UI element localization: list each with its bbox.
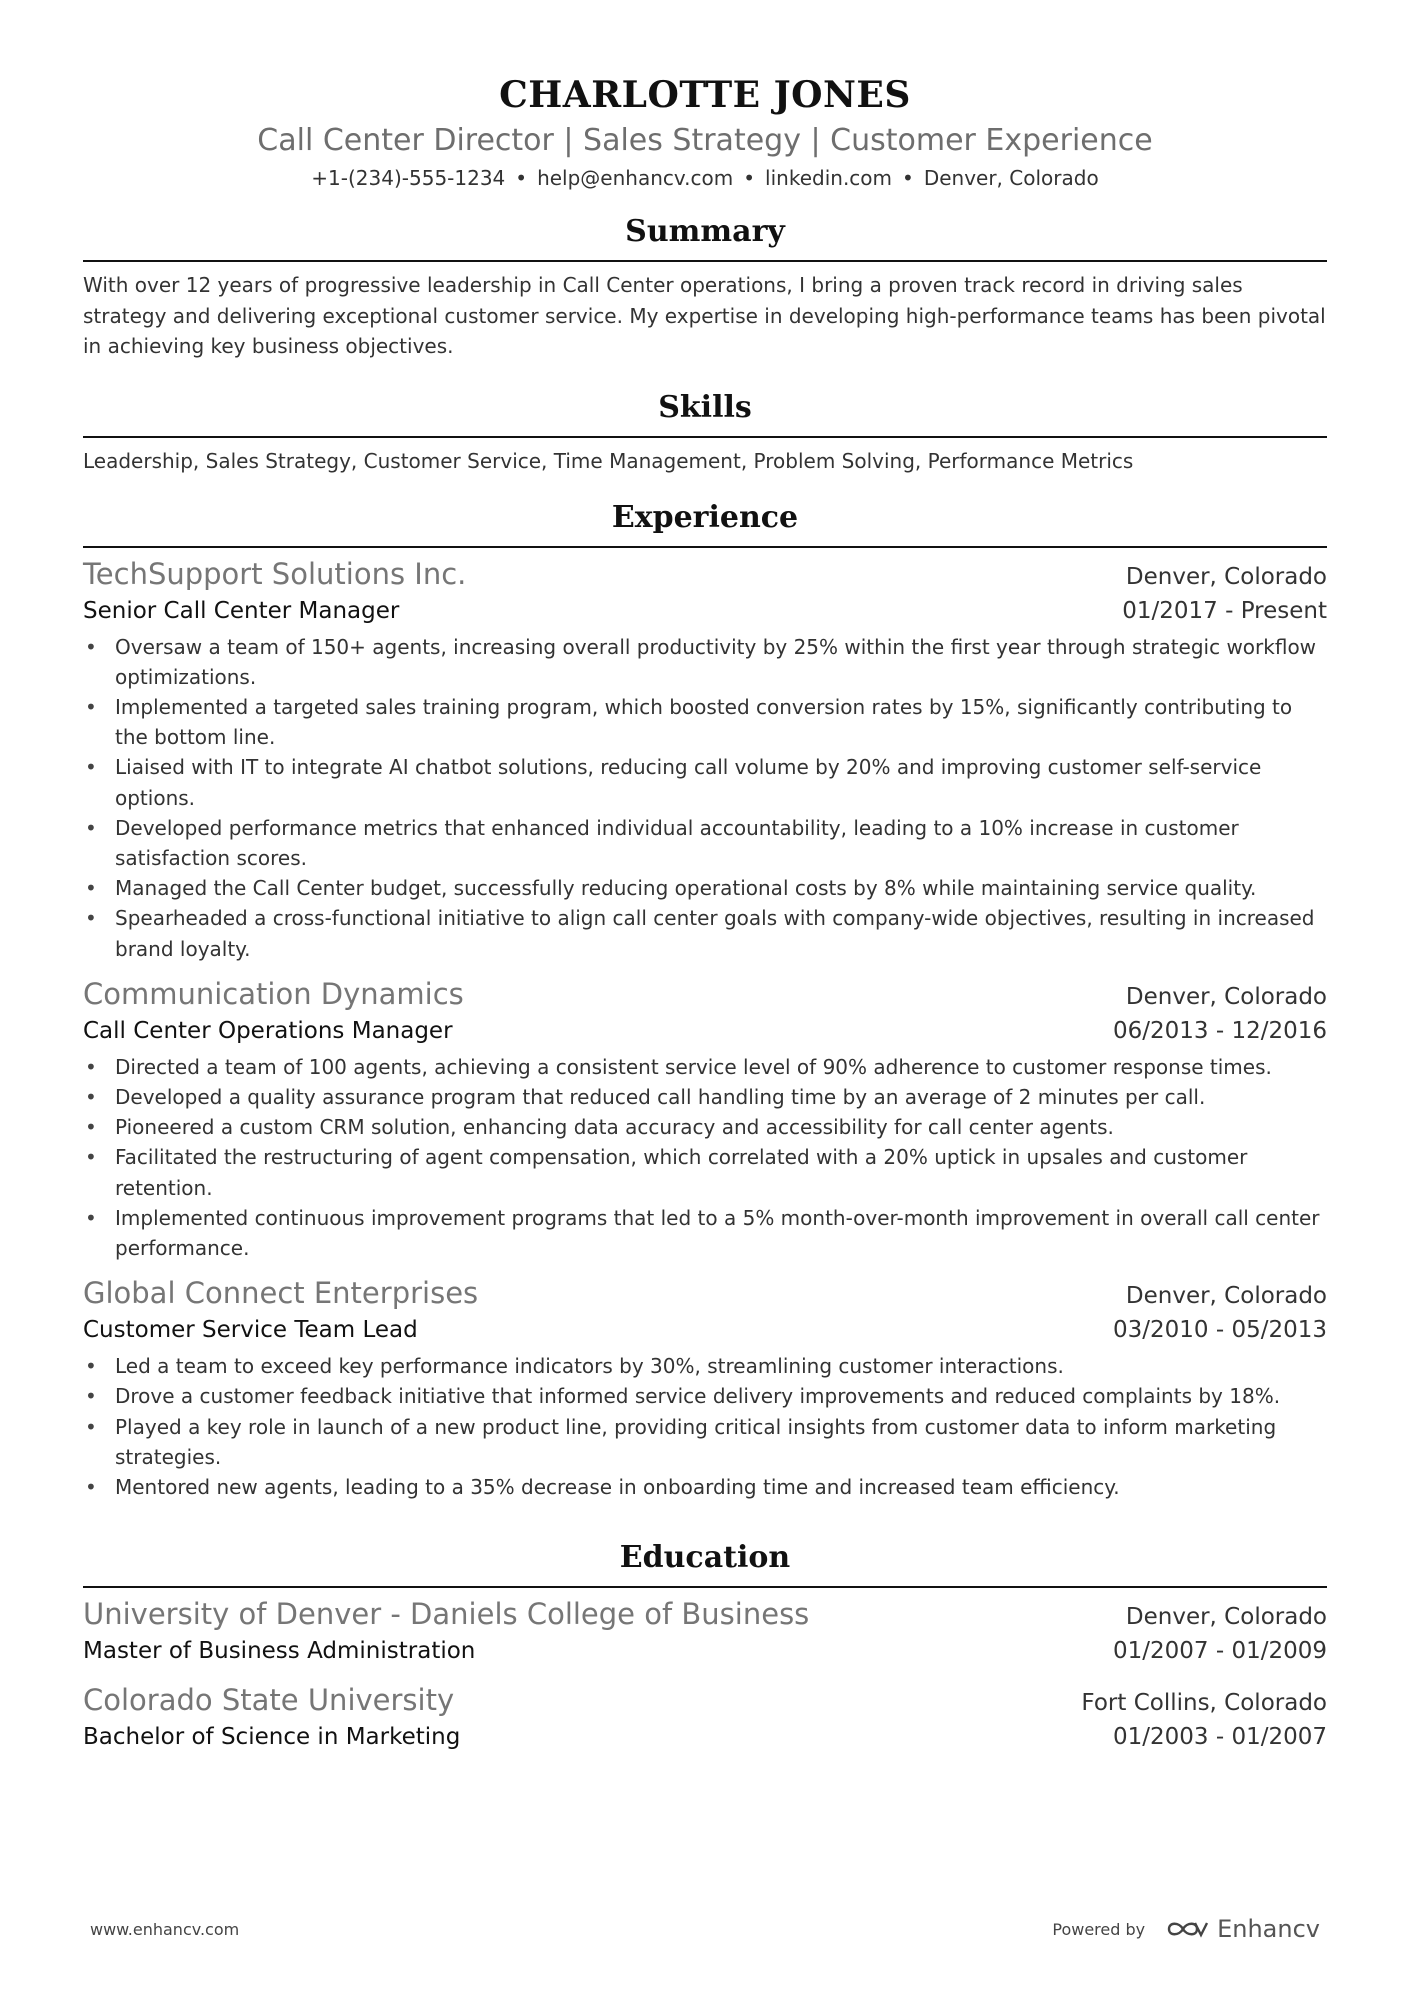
- job-location: Denver, Colorado: [1125, 1283, 1327, 1310]
- education-entry: [83, 1594, 1327, 1668]
- linkedin-link[interactable]: linkedin.com: [765, 166, 893, 190]
- resume-header: [0, 0, 1410, 192]
- achievement-item: • Directed a team of 100 agents, achieving a consistent service level of 90% adherence to customer response times.: [83, 1052, 1327, 1082]
- experience-entry: [83, 1273, 1327, 1502]
- achievement-item: • Implemented a targeted sales training program, which boosted conversion rates by 15%, significantly contributing to the bottom line.: [83, 692, 1327, 752]
- company-name: Global Connect Enterprises: [83, 1276, 479, 1311]
- contact-line: [0, 164, 1410, 192]
- powered-by-label: Powered by: [1052, 1919, 1146, 1939]
- footer-branding: [1052, 1915, 1320, 1943]
- achievement-list: [83, 1052, 1327, 1263]
- education-entry: [83, 1680, 1327, 1754]
- achievement-item: • Led a team to exceed key performance indicators by 30%, streamlining customer interactions.: [83, 1351, 1327, 1381]
- achievement-list: [83, 1351, 1327, 1502]
- achievement-item: • Spearheaded a cross-functional initiative to align call center goals with company-wide objectives, resulting in increased brand loyalty.: [83, 903, 1327, 963]
- separator-dot: •: [902, 166, 914, 190]
- job-title: Call Center Operations Manager: [83, 1017, 453, 1044]
- company-name: Communication Dynamics: [83, 976, 464, 1011]
- achievement-list: [83, 632, 1327, 964]
- education-section: [83, 1538, 1327, 1754]
- job-location: Denver, Colorado: [1125, 563, 1327, 590]
- degree-name: Bachelor of Science in Marketing: [83, 1724, 461, 1751]
- school-name: Colorado State University: [83, 1683, 455, 1718]
- enhancv-logo-icon: [1165, 1917, 1209, 1941]
- education-dates: 01/2007 - 01/2009: [1112, 1638, 1327, 1665]
- enhancv-brand[interactable]: [1165, 1915, 1320, 1943]
- page-footer: [90, 1915, 1320, 1943]
- education-dates: 01/2003 - 01/2007: [1112, 1724, 1327, 1751]
- achievement-item: • Drove a customer feedback initiative that informed service delivery improvements and reduced complaints by 18%.: [83, 1381, 1327, 1411]
- brand-name: Enhancv: [1217, 1915, 1320, 1943]
- section-title-education: Education: [83, 1538, 1327, 1588]
- summary-section: [83, 212, 1327, 362]
- separator-dot: •: [743, 166, 756, 190]
- candidate-tagline: Call Center Director | Sales Strategy | Customer Experience: [257, 123, 1153, 158]
- experience-entry: [83, 554, 1327, 964]
- job-location: Denver, Colorado: [1125, 983, 1327, 1010]
- section-title-skills: Skills: [83, 388, 1327, 438]
- contact-location: Denver, Colorado: [923, 166, 1099, 190]
- job-dates: 03/2010 - 05/2013: [1112, 1317, 1327, 1344]
- degree-name: Master of Business Administration: [83, 1638, 476, 1665]
- skills-section: [83, 388, 1327, 476]
- company-name: TechSupport Solutions Inc.: [83, 556, 467, 591]
- job-title: Senior Call Center Manager: [83, 597, 400, 624]
- achievement-item: • Managed the Call Center budget, successfully reducing operational costs by 8% while maintaining service quality.: [83, 873, 1327, 903]
- skills-list: Leadership, Sales Strategy, Customer Service, Time Management, Problem Solving, Performance Metrics: [83, 448, 1134, 473]
- achievement-item: • Developed a quality assurance program that reduced call handling time by an average of 2 minutes per call.: [83, 1082, 1327, 1112]
- achievement-item: • Played a key role in launch of a new product line, providing critical insights from customer data to inform marketing strategies.: [83, 1412, 1327, 1472]
- experience-section: [83, 498, 1327, 1503]
- summary-text: With over 12 years of progressive leadership in Call Center operations, I bring a proven track record in driving sales strategy and delivering exceptional customer service. My expertise in developing high-performance teams has been pivotal in achieving key business objectives.: [83, 273, 1326, 358]
- phone-number: +1-(234)-555-1234: [311, 166, 506, 190]
- section-title-summary: Summary: [83, 212, 1327, 262]
- school-location: Denver, Colorado: [1125, 1604, 1327, 1631]
- job-title: Customer Service Team Lead: [83, 1317, 418, 1344]
- job-dates: 06/2013 - 12/2016: [1112, 1017, 1327, 1044]
- school-location: Fort Collins, Colorado: [1081, 1690, 1327, 1717]
- achievement-item: • Liaised with IT to integrate AI chatbot solutions, reducing call volume by 20% and improving customer self-service options.: [83, 752, 1327, 812]
- achievement-item: • Developed performance metrics that enhanced individual accountability, leading to a 10% increase in customer satisfaction scores.: [83, 813, 1327, 873]
- achievement-item: • Facilitated the restructuring of agent compensation, which correlated with a 20% uptick in upsales and customer retention.: [83, 1142, 1327, 1202]
- candidate-name: CHARLOTTE JONES: [499, 74, 911, 116]
- job-dates: 01/2017 - Present: [1122, 597, 1327, 624]
- achievement-item: • Implemented continuous improvement programs that led to a 5% month-over-month improvement in overall call center performance.: [83, 1203, 1327, 1263]
- achievement-item: • Mentored new agents, leading to a 35% decrease in onboarding time and increased team efficiency.: [83, 1472, 1327, 1502]
- separator-dot: •: [515, 166, 528, 190]
- school-name: University of Denver - Daniels College of Business: [83, 1597, 810, 1632]
- achievement-item: • Pioneered a custom CRM solution, enhancing data accuracy and accessibility for call center agents.: [83, 1112, 1327, 1142]
- email-link[interactable]: help@enhancv.com: [537, 166, 734, 190]
- achievement-item: • Oversaw a team of 150+ agents, increasing overall productivity by 25% within the first year through strategic workflow optimizations.: [83, 632, 1327, 692]
- section-title-experience: Experience: [83, 498, 1327, 548]
- footer-website-link[interactable]: www.enhancv.com: [90, 1919, 240, 1939]
- experience-entry: [83, 974, 1327, 1263]
